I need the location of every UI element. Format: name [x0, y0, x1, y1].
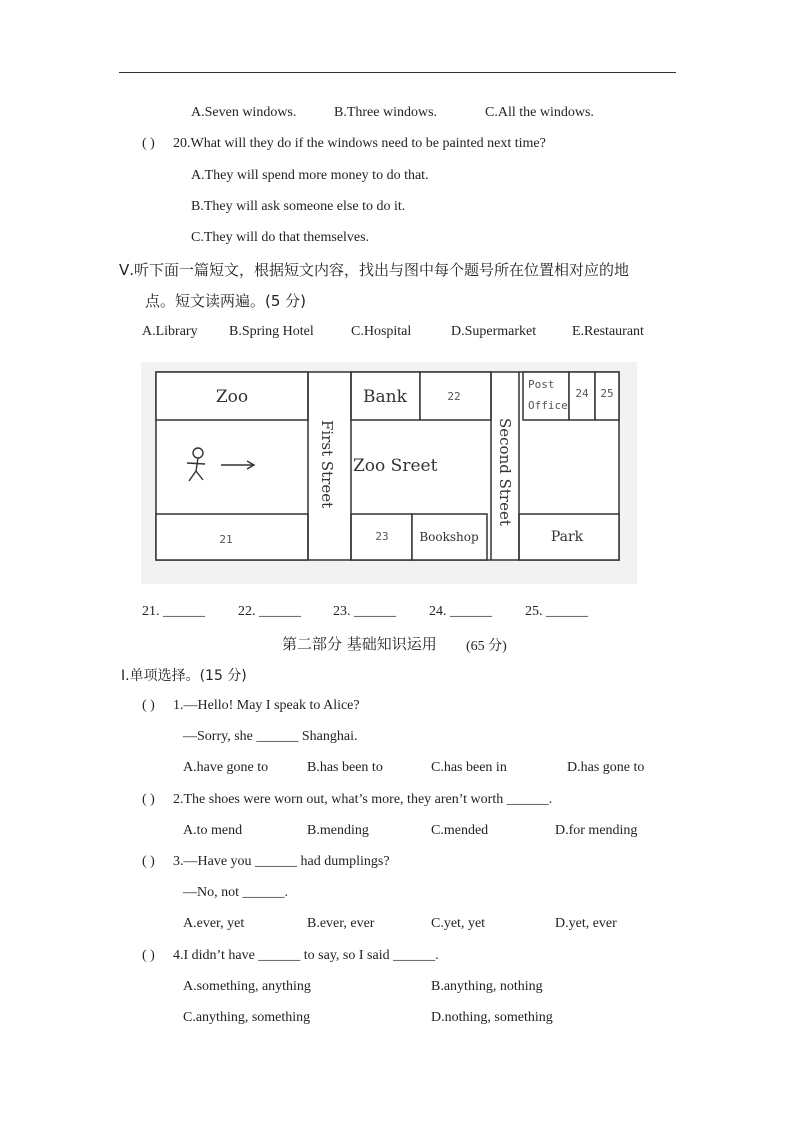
q2-option-b: B.mending [307, 823, 369, 838]
q4-option-b: B.anything, nothing [431, 979, 543, 994]
q2-line1: 2.The shoes were worn out, what’s more, they aren’t worth ______. [173, 792, 553, 807]
section5-option-b: B.Spring Hotel [229, 324, 314, 339]
answer-24[interactable]: 24. ______ [429, 604, 492, 619]
q2-option-a: A.to mend [183, 823, 243, 838]
q2-option-c: C.mended [431, 823, 489, 838]
q4-option-c: C.anything, something [183, 1010, 311, 1025]
answer-21[interactable]: 21. ______ [142, 604, 205, 619]
q1-line1: 1.—Hello! May I speak to Alice? [173, 698, 360, 713]
q1-option-b: B.has been to [307, 760, 383, 775]
section1-title: Ⅰ.单项选择。(15 分) [121, 668, 247, 684]
street-map-svg [141, 362, 637, 584]
q3-line1: 3.—Have you ______ had dumplings? [173, 854, 390, 869]
label-21: 21 [219, 533, 233, 546]
part2-title: 第二部分 基础知识运用 [282, 635, 437, 653]
post-office-label-1: Post [528, 378, 555, 391]
q1-line2: —Sorry, she ______ Shanghai. [183, 729, 358, 744]
zoo-label: Zoo [215, 387, 249, 407]
q20-option-c: C.They will do that themselves. [191, 230, 370, 245]
answer-22[interactable]: 22. ______ [238, 604, 301, 619]
part2-score: (65 分) [466, 639, 507, 654]
q3-option-c: C.yet, yet [431, 916, 486, 931]
q2-paren: ( ) [142, 792, 155, 807]
street-map [141, 362, 637, 584]
park-label: Park [550, 529, 584, 545]
section5-option-c: C.Hospital [351, 324, 412, 339]
q3-paren: ( ) [142, 854, 155, 869]
section5-option-a: A.Library [142, 324, 198, 339]
answer-25[interactable]: 25. ______ [525, 604, 588, 619]
q20-paren: ( ) [142, 136, 155, 151]
q19-option-a: A.Seven windows. [191, 105, 297, 120]
label-22: 22 [447, 390, 461, 403]
q3-option-b: B.ever, ever [307, 916, 375, 931]
label-24: 24 [575, 387, 589, 400]
post-office-label-2: Office [528, 399, 568, 412]
q2-option-d: D.for mending [555, 823, 638, 838]
section5-title-line2: 点。短文读两遍。(5 分) [145, 292, 307, 310]
label-23: 23 [375, 530, 389, 543]
q19-option-b: B.Three windows. [334, 105, 438, 120]
answer-23[interactable]: 23. ______ [333, 604, 396, 619]
q20-option-a: A.They will spend more money to do that. [191, 168, 429, 183]
second-street-label: Second Street [496, 418, 514, 526]
q1-option-a: A.have gone to [183, 760, 269, 775]
bank-label: Bank [363, 387, 407, 407]
first-street-label: First Street [318, 420, 336, 509]
q4-option-a: A.something, anything [183, 979, 311, 994]
q1-paren: ( ) [142, 698, 155, 713]
label-25: 25 [600, 387, 614, 400]
q19-option-c: C.All the windows. [485, 105, 594, 120]
q1-option-d: D.has gone to [567, 760, 645, 775]
section5-option-e: E.Restaurant [572, 324, 644, 339]
bookshop-label: Bookshop [419, 530, 479, 544]
section5-option-d: D.Supermarket [451, 324, 537, 339]
section5-title-line1: Ⅴ.听下面一篇短文，根据短文内容，找出与图中每个题号所在位置相对应的地 [119, 261, 630, 279]
q3-line2: —No, not ______. [183, 885, 288, 900]
q3-option-d: D.yet, ever [555, 916, 617, 931]
q4-paren: ( ) [142, 948, 155, 963]
q4-option-d: D.nothing, something [431, 1010, 553, 1025]
header-rule [119, 72, 676, 73]
q20-option-b: B.They will ask someone else to do it. [191, 199, 406, 214]
q1-option-c: C.has been in [431, 760, 507, 775]
q4-line1: 4.I didn’t have ______ to say, so I said ______. [173, 948, 439, 963]
q20-text: 20.What will they do if the windows need to be painted next time? [173, 136, 546, 151]
q3-option-a: A.ever, yet [183, 916, 245, 931]
zoo-street-label: Zoo Sreet [353, 456, 438, 476]
